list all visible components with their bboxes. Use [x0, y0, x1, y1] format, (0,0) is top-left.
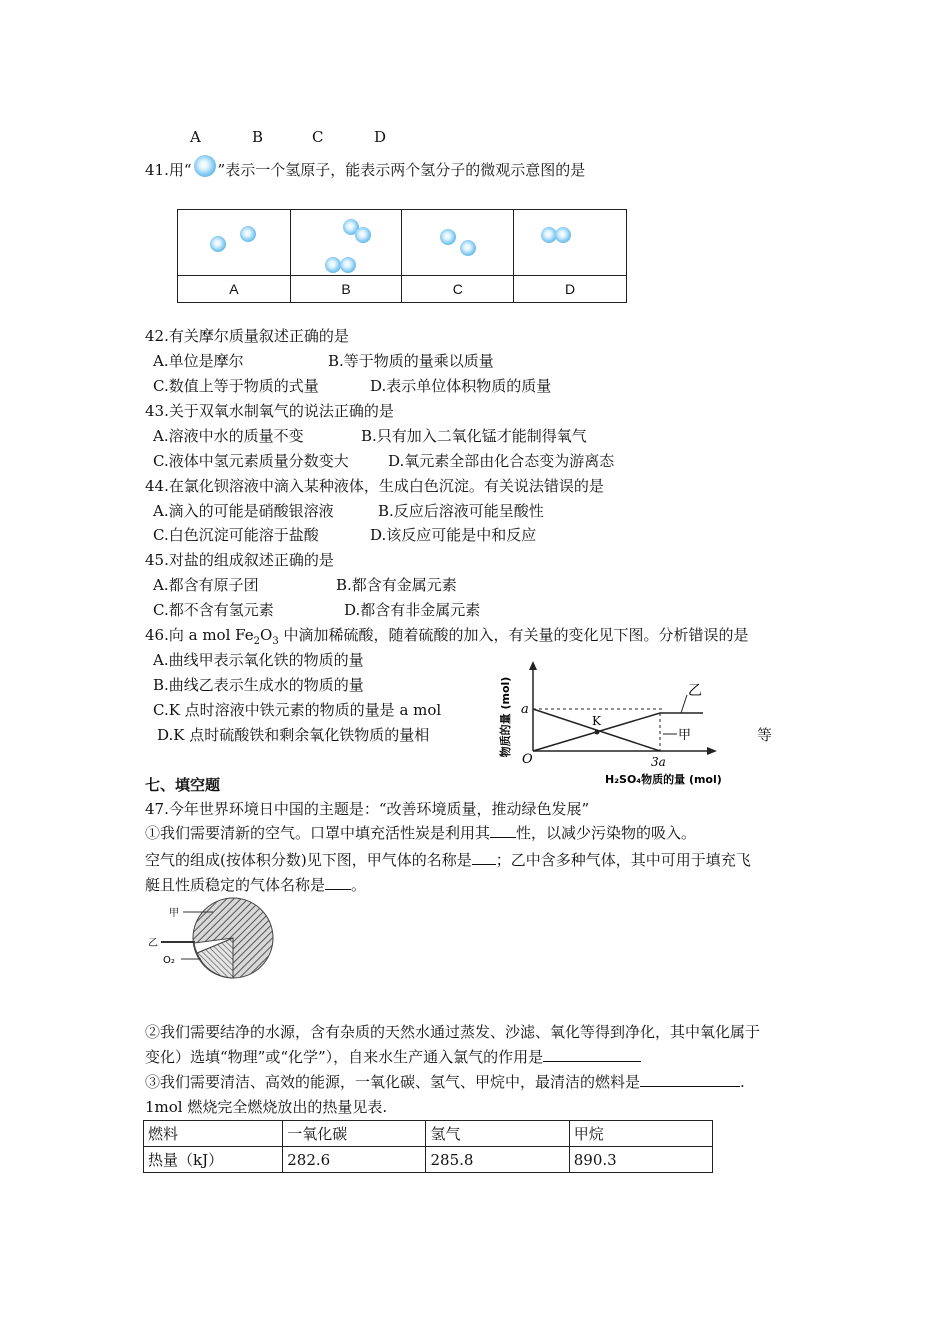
table-cell: 890.3	[569, 1147, 712, 1173]
q47-stem: 47.今年世界环境日中国的主题是：“改善环境质量，推动绿色发展”	[145, 800, 590, 818]
q41-cell-a	[178, 210, 291, 276]
q47-blank-3[interactable]	[325, 889, 351, 890]
table-cell: 热量（kJ）	[144, 1147, 283, 1173]
q47-part2	[145, 850, 751, 870]
pie-label-yi: 乙	[148, 938, 158, 949]
q47-blank-1[interactable]	[490, 837, 516, 838]
q43-stem: 43.关于双氧水制氧气的说法正确的是	[145, 402, 394, 420]
table-header-cell: 燃料	[144, 1121, 283, 1147]
q42-option-c: C.数值上等于物质的式量	[153, 377, 319, 395]
q41-text-after: ”表示一个氢原子，能表示两个氢分子的微观示意图的是	[217, 161, 586, 179]
q46-graph-3a-label: 3a	[651, 755, 666, 769]
q47-blank-6[interactable]	[640, 1086, 740, 1087]
table-cell: 282.6	[283, 1147, 426, 1173]
table-header-row	[144, 1121, 713, 1147]
q47-part1-a: ①我们需要清新的空气。口罩中填充活性炭是利用其	[145, 824, 491, 842]
q46-option-c: C.K 点时溶液中铁元素的物质的量是 a mol	[153, 701, 442, 719]
q46-stem-b: O	[260, 626, 273, 644]
q46-graph-a-label: a	[521, 702, 529, 717]
q43-option-b: B.只有加入二氧化锰才能制得氧气	[361, 427, 587, 445]
q43-option-c: C.液体中氢元素质量分数变大	[153, 452, 349, 470]
q47-part6-b: .	[740, 1073, 745, 1091]
q47-air-pie-chart	[145, 895, 280, 985]
q44-stem: 44.在氯化钡溶液中滴入某种液体，生成白色沉淀。有关说法错误的是	[145, 477, 604, 495]
fuel-heat-table	[143, 1120, 713, 1173]
q46-graph-ylabel: 物质的量 (mol)	[499, 676, 512, 758]
q43-option-d: D.氧元素全部由化合态变为游离态	[388, 452, 615, 470]
q44-option-d: D.该反应可能是中和反应	[370, 526, 537, 544]
q47-part1	[145, 823, 696, 843]
q47-part5-a: 变化）选填“物理”或“化学”），自来水生产通入氯气的作用是	[145, 1048, 544, 1066]
q41-label-c: C	[402, 276, 514, 303]
q41-stem	[145, 160, 585, 181]
q47-part3-b: 。	[351, 876, 367, 894]
q41-label-d: D	[514, 276, 627, 303]
q40-option-c: C	[312, 128, 324, 146]
q40-option-a: A	[190, 128, 201, 146]
q46-graph-yi-label: 乙	[688, 683, 702, 699]
q41-cell-c	[402, 210, 514, 276]
q41-text-before: 41.用“	[145, 161, 192, 179]
q47-part3	[145, 875, 366, 895]
q47-part7: 1mol 燃烧完全燃烧放出的热量见表.	[145, 1098, 388, 1116]
table-header-cell: 甲烷	[569, 1121, 712, 1147]
q46-option-d-tail: 等	[757, 726, 773, 744]
q47-part4: ②我们需要结净的水源，含有杂质的天然水通过蒸发、沙滤、氧化等得到净化，其中氧化属于	[145, 1023, 761, 1041]
q47-part1-b: 性，以减少污染物的吸入。	[516, 824, 697, 842]
q46-stem-c: 中滴加稀硫酸，随着硫酸的加入，有关量的变化见下图。分析错误的是	[278, 626, 749, 644]
q46-stem	[145, 625, 748, 652]
section-heading: 七、填空题	[145, 776, 221, 794]
q46-graph-yi-leader	[681, 695, 687, 713]
q46-graph-x-arrow	[707, 747, 717, 755]
q47-part2-b: ；乙中含多种气体，其中可用于填充飞	[495, 851, 751, 869]
q42-option-b: B.等于物质的量乘以质量	[328, 352, 494, 370]
q46-graph-xlabel: H₂SO₄物质的量 (mol)	[605, 773, 722, 786]
q46-option-a: A.曲线甲表示氧化铁的物质的量	[153, 651, 364, 669]
q47-blank-5[interactable]	[543, 1061, 641, 1062]
q46-graph	[495, 655, 740, 790]
q47-part5	[145, 1047, 641, 1067]
q44-option-a: A.滴入的可能是硝酸银溶液	[153, 502, 334, 520]
q47-part6	[145, 1072, 745, 1092]
q46-option-b: B.曲线乙表示生成水的物质的量	[153, 676, 364, 694]
q46-graph-jia-label: 甲	[678, 728, 692, 743]
q41-figure-table	[177, 209, 627, 303]
table-header-cell: 氢气	[426, 1121, 569, 1147]
table-cell: 285.8	[426, 1147, 569, 1173]
q45-option-c: C.都不含有氢元素	[153, 601, 274, 619]
q44-option-b: B.反应后溶液可能呈酸性	[378, 502, 544, 520]
q46-sub-3: 3	[272, 636, 279, 647]
q41-label-a: A	[178, 276, 291, 303]
q41-label-b: B	[290, 276, 402, 303]
q46-sub-2: 2	[253, 636, 260, 647]
q46-stem-a: 46.向 a mol Fe	[145, 626, 254, 644]
q44-option-c: C.白色沉淀可能溶于盐酸	[153, 526, 319, 544]
q42-option-d: D.表示单位体积物质的质量	[370, 377, 552, 395]
q41-cell-d	[514, 210, 627, 276]
pie-label-jia: 甲	[169, 908, 179, 919]
table-row	[144, 1147, 713, 1173]
q42-option-a: A.单位是摩尔	[153, 352, 244, 370]
q47-part3-a: 艇且性质稳定的气体名称是	[145, 876, 326, 894]
table-header-cell: 一氧化碳	[283, 1121, 426, 1147]
q41-cell-b	[290, 210, 402, 276]
q47-part2-a: 空气的组成(按体积分数)见下图，甲气体的名称是	[145, 851, 472, 869]
q43-option-a: A.溶液中水的质量不变	[153, 427, 304, 445]
q40-option-b: B	[252, 128, 264, 146]
q45-option-a: A.都含有原子团	[153, 576, 259, 594]
q47-part6-a: ③我们需要清洁、高效的能源，一氧化碳、氢气、甲烷中，最清洁的燃料是	[145, 1073, 641, 1091]
q46-option-d: D.K 点时硫酸铁和剩余氧化铁物质的量相	[157, 726, 430, 744]
q45-stem: 45.对盐的组成叙述正确的是	[145, 551, 334, 569]
hydrogen-atom-icon	[192, 161, 218, 181]
q47-blank-2[interactable]	[472, 864, 496, 865]
q46-graph-k-point	[595, 730, 600, 735]
q42-stem: 42.有关摩尔质量叙述正确的是	[145, 327, 349, 345]
q40-option-d: D	[374, 128, 387, 146]
q46-graph-y-arrow	[529, 661, 537, 670]
q45-option-d: D.都含有非金属元素	[344, 601, 481, 619]
q46-graph-origin-label: O	[522, 752, 533, 767]
q46-graph-k-label: K	[592, 714, 601, 728]
pie-label-o2: O₂	[163, 955, 175, 966]
q45-option-b: B.都含有金属元素	[336, 576, 457, 594]
